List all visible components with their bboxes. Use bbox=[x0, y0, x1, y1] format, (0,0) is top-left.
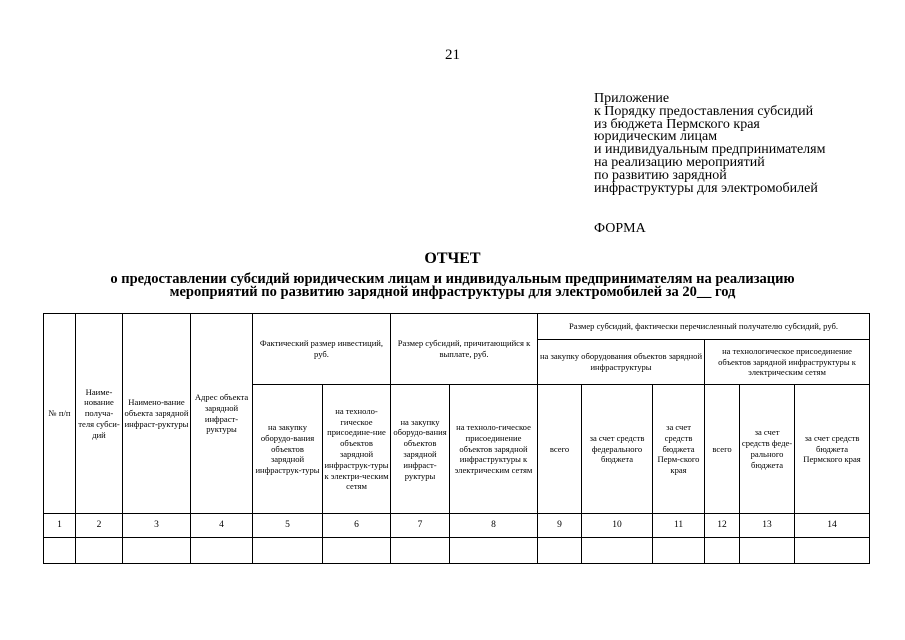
appendix-line: Приложение bbox=[594, 91, 670, 106]
table-cell bbox=[123, 538, 191, 564]
page-number: 21 bbox=[445, 47, 460, 63]
column-number: 13 bbox=[740, 514, 795, 538]
table-cell bbox=[323, 538, 391, 564]
column-number: 12 bbox=[705, 514, 740, 538]
header-tech-connection-investments: на техноло-гическое присоедине-ние объектов зарядной инфраструк-туры к электри-ческим сетям bbox=[323, 385, 391, 514]
column-number: 4 bbox=[191, 514, 253, 538]
appendix-line: инфраструктуры для электромобилей bbox=[594, 180, 818, 196]
appendix-line: из бюджета Пермского края bbox=[594, 116, 760, 132]
header-total-equipment: всего bbox=[538, 385, 582, 514]
table-cell bbox=[450, 538, 538, 564]
table-cell bbox=[653, 538, 705, 564]
table-cell bbox=[538, 538, 582, 564]
appendix-line: к Порядку предоставления субсидий bbox=[594, 103, 814, 119]
header-tech-connection-due: на техноло-гическое присоединение объектов зарядной инфраструктуры к электрическим сетям bbox=[450, 385, 538, 514]
column-number: 14 bbox=[795, 514, 870, 538]
report-subtitle-line: о предоставлении субсидий юридическим лицам и индивидуальным предпринимателям на реализацию bbox=[110, 271, 795, 287]
column-number: 8 bbox=[450, 514, 538, 538]
header-col-address: Адрес объекта зарядной инфраст-руктуры bbox=[191, 314, 253, 514]
column-number: 7 bbox=[391, 514, 450, 538]
column-number: 10 bbox=[582, 514, 653, 538]
table-cell bbox=[582, 538, 653, 564]
table-cell bbox=[795, 538, 870, 564]
header-federal-equipment: за счет средств федерального бюджета bbox=[582, 385, 653, 514]
column-number: 5 bbox=[253, 514, 323, 538]
column-number: 3 bbox=[123, 514, 191, 538]
header-group-subsidies-due: Размер субсидий, причитающийся к выплате, руб. bbox=[391, 314, 538, 385]
column-number: 6 bbox=[323, 514, 391, 538]
header-regional-connection: за счет средств бюджета Пермского края bbox=[795, 385, 870, 514]
header-col-object: Наимено-вание объекта зарядной инфраст-руктуры bbox=[123, 314, 191, 514]
header-group-subsidies-paid: Размер субсидий, фактически перечисленный получателю субсидий, руб. bbox=[538, 314, 870, 340]
table-cell bbox=[76, 538, 123, 564]
table-cell bbox=[705, 538, 740, 564]
appendix-line: юридическим лицам bbox=[594, 129, 718, 145]
column-number: 9 bbox=[538, 514, 582, 538]
header-equipment-purchase: на закупку оборудо-вания объектов зарядной инфраструк-туры bbox=[253, 385, 323, 514]
table-cell bbox=[740, 538, 795, 564]
header-equipment-purchase-due: на закупку оборудо-вания объектов зарядной инфраст-руктуры bbox=[391, 385, 450, 514]
form-label: ФОРМА bbox=[594, 221, 646, 236]
column-number: 11 bbox=[653, 514, 705, 538]
header-subgroup-equipment: на закупку оборудования объектов зарядной инфраструктуры bbox=[538, 340, 705, 385]
header-subgroup-connection: на технологическое присоединение объектов зарядной инфраструктуры к электрическим сетям bbox=[705, 340, 870, 385]
appendix-line: по развитию зарядной bbox=[594, 167, 727, 183]
header-col-recipient: Наиме-нование получа-теля субси-дий bbox=[76, 314, 123, 514]
report-subtitle-line: мероприятий по развитию зарядной инфраструктуры для электромобилей за 20__ год bbox=[169, 284, 736, 300]
table-cell bbox=[253, 538, 323, 564]
header-federal-connection: за счет средств феде-рального бюджета bbox=[740, 385, 795, 514]
appendix-line: и индивидуальным предпринимателям bbox=[594, 142, 826, 158]
header-group-investments: Фактический размер инвестиций, руб. bbox=[253, 314, 391, 385]
report-table bbox=[43, 313, 870, 564]
header-total-connection: всего bbox=[705, 385, 740, 514]
header-col-no: № п/п bbox=[44, 314, 76, 514]
table-cell bbox=[44, 538, 76, 564]
table-cell bbox=[191, 538, 253, 564]
column-number: 2 bbox=[76, 514, 123, 538]
report-subtitle bbox=[40, 273, 865, 299]
report-title: ОТЧЕТ bbox=[424, 250, 481, 267]
table-cell bbox=[391, 538, 450, 564]
column-number: 1 bbox=[44, 514, 76, 538]
empty-data-row bbox=[44, 538, 870, 564]
appendix-header bbox=[594, 93, 825, 195]
header-regional-equipment: за счет средств бюджета Перм-ского края bbox=[653, 385, 705, 514]
appendix-line: на реализацию мероприятий bbox=[594, 154, 765, 170]
